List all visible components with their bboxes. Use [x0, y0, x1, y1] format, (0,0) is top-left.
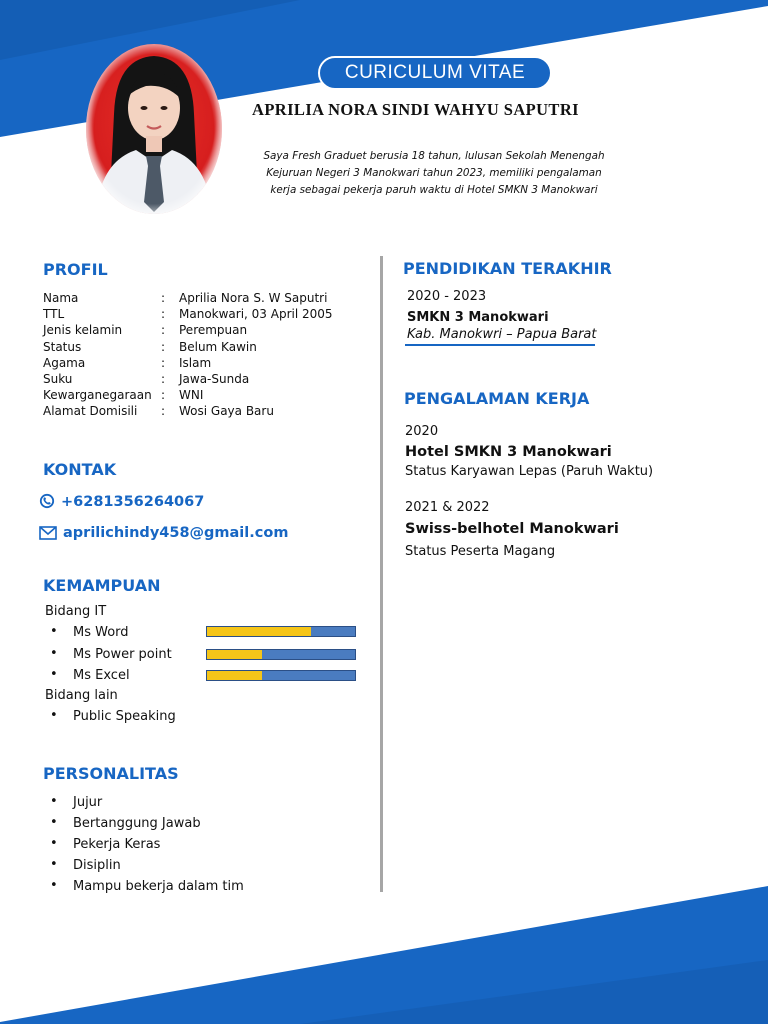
- profil-label: Nama: [43, 291, 79, 305]
- summary-line: Saya Fresh Graduet berusia 18 tahun, lulusan Sekolah Menengah: [263, 150, 605, 162]
- column-divider: [380, 256, 383, 892]
- profil-label: Suku: [43, 372, 73, 386]
- education-underline: [405, 344, 595, 346]
- skill-item: • Ms Excel: [73, 668, 130, 683]
- summary-line: kerja sebagai pekerja paruh waktu di Hotel SMKN 3 Manokwari: [270, 184, 598, 196]
- phone-contact[interactable]: [39, 493, 204, 510]
- pengalaman-heading: PENGALAMAN KERJA: [404, 389, 590, 408]
- job-year: 2020: [405, 424, 439, 439]
- separator: :: [161, 388, 166, 402]
- profil-label: Agama: [43, 356, 86, 370]
- separator: :: [161, 340, 166, 354]
- kontak-heading: KONTAK: [43, 460, 117, 479]
- education-location: Kab. Manokwri – Papua Barat: [407, 327, 597, 342]
- separator: :: [161, 404, 166, 418]
- personality-item: • Disiplin: [73, 858, 121, 873]
- separator: :: [161, 291, 166, 305]
- education-years: 2020 - 2023: [407, 289, 487, 304]
- separator: :: [161, 323, 166, 337]
- profil-heading: PROFIL: [43, 260, 108, 279]
- profile-photo: [86, 44, 222, 214]
- email-contact[interactable]: [39, 525, 288, 541]
- skill-item: • Public Speaking: [73, 709, 176, 724]
- phone-number: +6281356264067: [61, 494, 205, 510]
- profil-value: Belum Kawin: [179, 340, 257, 354]
- personality-item: • Jujur: [73, 795, 102, 810]
- profil-label: TTL: [43, 307, 65, 321]
- summary-line: Kejuruan Negeri 3 Manokwari tahun 2023, memiliki pengalaman: [266, 167, 602, 179]
- skill-item: • Ms Power point: [73, 647, 172, 662]
- envelope-icon: [39, 526, 57, 540]
- profil-value: Jawa-Sunda: [179, 372, 250, 386]
- skill-item: • Ms Word: [73, 625, 129, 640]
- skill-bar: [206, 670, 356, 681]
- skill-bar: [206, 626, 356, 637]
- summary: [256, 148, 612, 199]
- profil-value: Perempuan: [179, 323, 248, 337]
- profil-label: Status: [43, 340, 82, 354]
- skill-group-it: Bidang IT: [45, 604, 107, 619]
- profil-label: Jenis kelamin: [43, 323, 123, 337]
- job-year: 2021 & 2022: [405, 500, 490, 515]
- education-school: SMKN 3 Manokwari: [407, 310, 549, 325]
- cv-title-badge: CURICULUM VITAE: [318, 56, 552, 90]
- job-place: Swiss-belhotel Manokwari: [405, 521, 619, 537]
- profil-label: Kewarganegaraan: [43, 388, 152, 402]
- personalitas-heading: PERSONALITAS: [43, 764, 179, 783]
- separator: :: [161, 307, 166, 321]
- profil-value: WNI: [179, 388, 204, 402]
- personality-item: • Pekerja Keras: [73, 837, 160, 852]
- full-name: APRILIA NORA SINDI WAHYU SAPUTRI: [252, 100, 579, 119]
- skill-bar: [206, 649, 356, 660]
- kemampuan-heading: KEMAMPUAN: [43, 576, 161, 595]
- pendidikan-heading: PENDIDIKAN TERAKHIR: [403, 259, 612, 278]
- skill-bar-fill: [207, 650, 262, 659]
- personality-item: • Mampu bekerja dalam tim: [73, 879, 244, 894]
- separator: :: [161, 372, 166, 386]
- profil-value: Wosi Gaya Baru: [179, 404, 274, 418]
- skill-group-other: Bidang lain: [45, 688, 118, 703]
- profil-value: Aprilia Nora S. W Saputri: [179, 291, 328, 305]
- profil-value: Islam: [179, 356, 212, 370]
- profil-label: Alamat Domisili: [43, 404, 138, 418]
- job-status: Status Peserta Magang: [405, 544, 556, 559]
- phone-icon: [39, 493, 55, 509]
- separator: :: [161, 356, 166, 370]
- job-place: Hotel SMKN 3 Manokwari: [405, 444, 612, 460]
- skill-bar-fill: [207, 671, 262, 680]
- email-address: aprilichindy458@gmail.com: [63, 525, 289, 541]
- skill-bar-fill: [207, 627, 311, 636]
- profil-value: Manokwari, 03 April 2005: [179, 307, 333, 321]
- personality-item: • Bertanggung Jawab: [73, 816, 201, 831]
- job-status: Status Karyawan Lepas (Paruh Waktu): [405, 464, 654, 479]
